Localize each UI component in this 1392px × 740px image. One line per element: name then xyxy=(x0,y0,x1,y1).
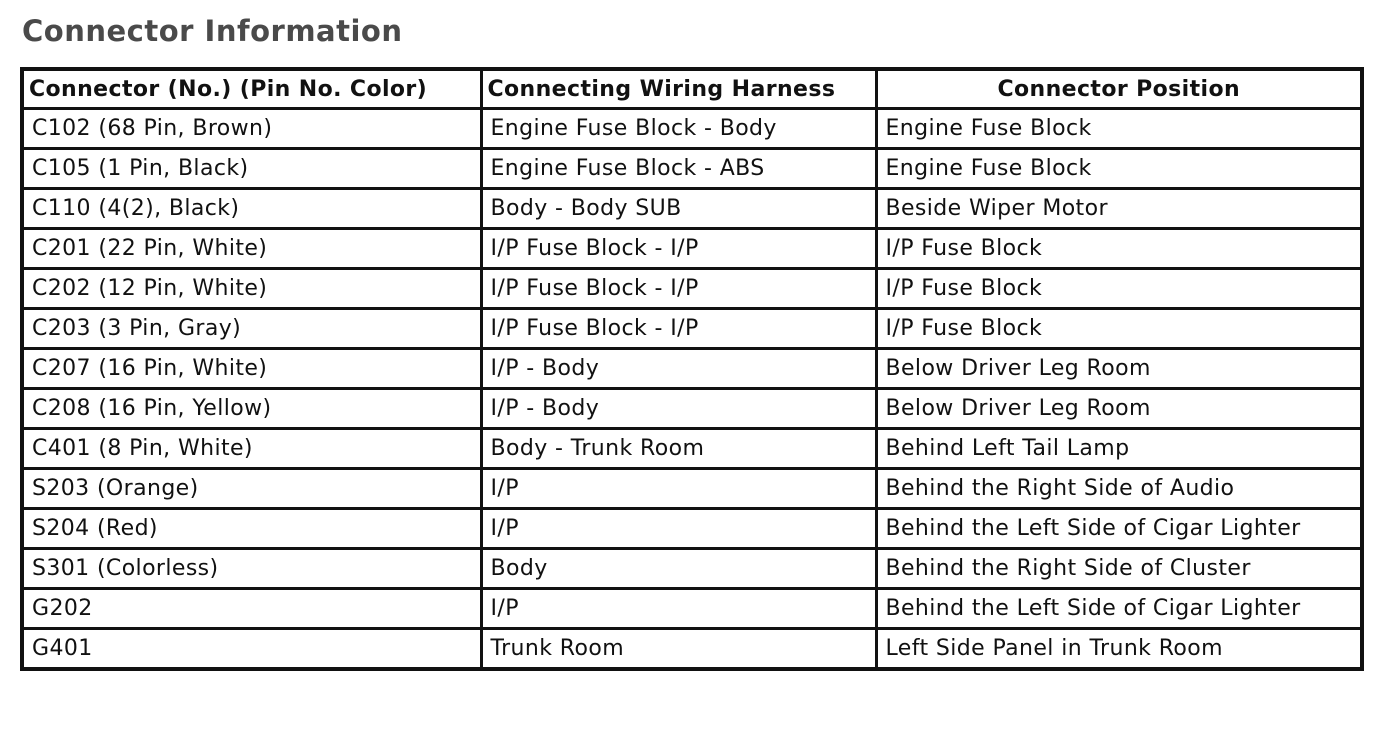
cell-position: Behind the Left Side of Cigar Lighter xyxy=(876,589,1362,629)
table-row xyxy=(22,189,1362,229)
table-row xyxy=(22,149,1362,189)
cell-connector: C110 (4(2), Black) xyxy=(22,189,481,229)
cell-wiring-harness: I/P xyxy=(481,469,876,509)
cell-position: Behind the Left Side of Cigar Lighter xyxy=(876,509,1362,549)
table-row xyxy=(22,509,1362,549)
cell-position: Behind the Right Side of Cluster xyxy=(876,549,1362,589)
page-title: Connector Information xyxy=(22,14,403,48)
cell-wiring-harness: I/P - Body xyxy=(481,349,876,389)
table-row xyxy=(22,309,1362,349)
table-header-row xyxy=(22,69,1362,109)
cell-connector: S203 (Orange) xyxy=(22,469,481,509)
cell-connector: C401 (8 Pin, White) xyxy=(22,429,481,469)
cell-connector: S204 (Red) xyxy=(22,509,481,549)
cell-wiring-harness: I/P Fuse Block - I/P xyxy=(481,269,876,309)
cell-position: I/P Fuse Block xyxy=(876,309,1362,349)
cell-wiring-harness: Body - Body SUB xyxy=(481,189,876,229)
cell-position: Left Side Panel in Trunk Room xyxy=(876,629,1362,670)
table-row xyxy=(22,549,1362,589)
cell-position: I/P Fuse Block xyxy=(876,229,1362,269)
cell-position: Below Driver Leg Room xyxy=(876,389,1362,429)
table-row xyxy=(22,389,1362,429)
connector-table xyxy=(20,67,1364,671)
cell-connector: C105 (1 Pin, Black) xyxy=(22,149,481,189)
table-row xyxy=(22,469,1362,509)
table-row xyxy=(22,109,1362,149)
cell-wiring-harness: Trunk Room xyxy=(481,629,876,670)
table-row xyxy=(22,269,1362,309)
cell-wiring-harness: I/P xyxy=(481,509,876,549)
cell-connector: C202 (12 Pin, White) xyxy=(22,269,481,309)
cell-wiring-harness: Body - Trunk Room xyxy=(481,429,876,469)
cell-position: Below Driver Leg Room xyxy=(876,349,1362,389)
cell-wiring-harness: Engine Fuse Block - Body xyxy=(481,109,876,149)
cell-connector: C208 (16 Pin, Yellow) xyxy=(22,389,481,429)
header-connector: Connector (No.) (Pin No. Color) xyxy=(22,69,481,109)
cell-position: Beside Wiper Motor xyxy=(876,189,1362,229)
cell-connector: G202 xyxy=(22,589,481,629)
cell-position: Engine Fuse Block xyxy=(876,149,1362,189)
cell-wiring-harness: I/P xyxy=(481,589,876,629)
cell-wiring-harness: I/P Fuse Block - I/P xyxy=(481,229,876,269)
table-row xyxy=(22,349,1362,389)
cell-position: I/P Fuse Block xyxy=(876,269,1362,309)
cell-position: Behind Left Tail Lamp xyxy=(876,429,1362,469)
cell-connector: C207 (16 Pin, White) xyxy=(22,349,481,389)
cell-connector: C102 (68 Pin, Brown) xyxy=(22,109,481,149)
cell-position: Behind the Right Side of Audio xyxy=(876,469,1362,509)
table-row xyxy=(22,589,1362,629)
cell-connector: G401 xyxy=(22,629,481,670)
cell-wiring-harness: I/P Fuse Block - I/P xyxy=(481,309,876,349)
header-wiring-harness: Connecting Wiring Harness xyxy=(481,69,876,109)
cell-wiring-harness: I/P - Body xyxy=(481,389,876,429)
cell-wiring-harness: Body xyxy=(481,549,876,589)
connector-table-container xyxy=(20,67,1360,671)
cell-connector: S301 (Colorless) xyxy=(22,549,481,589)
cell-wiring-harness: Engine Fuse Block - ABS xyxy=(481,149,876,189)
table-row xyxy=(22,629,1362,670)
cell-connector: C203 (3 Pin, Gray) xyxy=(22,309,481,349)
table-row xyxy=(22,229,1362,269)
cell-connector: C201 (22 Pin, White) xyxy=(22,229,481,269)
cell-position: Engine Fuse Block xyxy=(876,109,1362,149)
table-row xyxy=(22,429,1362,469)
header-connector-position: Connector Position xyxy=(876,69,1362,109)
